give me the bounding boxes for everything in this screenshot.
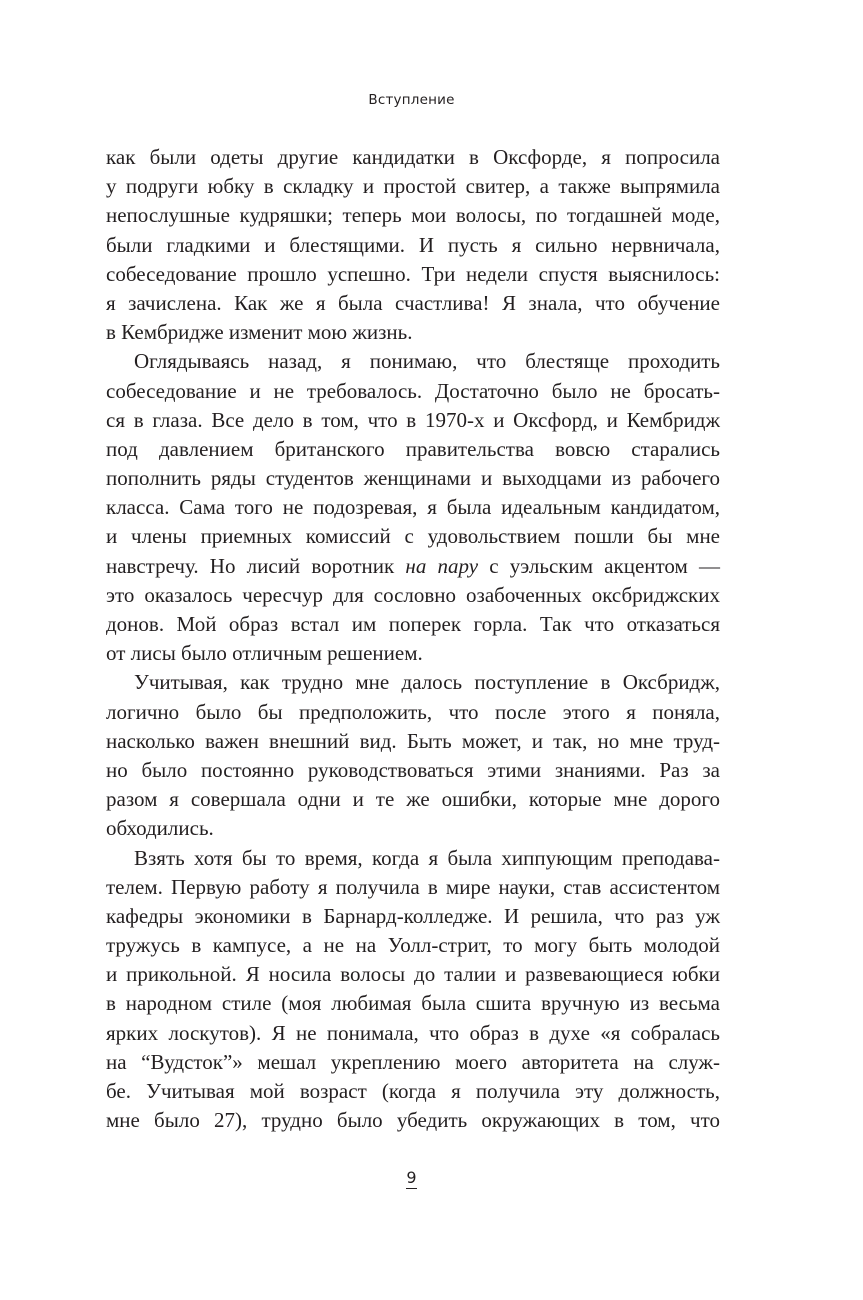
text-line: у подруги юбку в складку и простой свитер, а также выпрямила xyxy=(106,174,720,199)
text-segment: с уэльским акцентом — xyxy=(478,553,720,578)
text-line: обходились. xyxy=(106,816,214,841)
text-line: непослушные кудряшки; теперь мои волосы, по тогдашней моде, xyxy=(106,203,720,228)
text-line: Учитывая, как трудно мне далось поступление в Оксбридж, xyxy=(134,670,720,695)
italic-phrase: на пару xyxy=(405,553,479,578)
text-line: собеседование и не требовалось. Достаточно было не бросать- xyxy=(106,378,720,403)
running-head-title: Вступление xyxy=(368,92,455,108)
page-number xyxy=(0,1168,823,1189)
text-line: как были одеты другие кандидатки в Оксфорде, я попросила xyxy=(106,145,720,169)
text-line: в народном стиле (моя любимая была сшита вручную из весьма xyxy=(106,991,720,1016)
text-line: Взять хотя бы то время, когда я была хиппующим преподава- xyxy=(134,845,720,870)
text-line: на “Вудсток”» мешал укреплению моего авторитета на служ- xyxy=(106,1049,720,1074)
text-line: но было постоянно руководствоваться этими знаниями. Раз за xyxy=(106,757,720,782)
text-line: разом я совершала одни и те же ошибки, которые мне дорого xyxy=(106,787,720,812)
text-line: телем. Первую работу я получила в мире науки, став ассистентом xyxy=(106,874,720,899)
text-segment: навстречу. Но лисий воротник xyxy=(106,553,406,578)
body-text xyxy=(106,143,720,1135)
text-line: мне было 27), трудно было убедить окружающих в том, что xyxy=(106,1108,720,1133)
text-line: бе. Учитывая мой возраст (когда я получила эту должность, xyxy=(106,1079,720,1103)
text-line: я зачислена. Как же я была счастлива! Я знала, что обучение xyxy=(106,290,720,315)
text-line: собеседование прошло успешно. Три недели спустя выяснилось: xyxy=(106,261,720,286)
text-line: в Кембридже изменит мою жизнь. xyxy=(106,320,413,345)
text-line: класса. Сама того не подозревая, я была идеальным кандидатом, xyxy=(106,495,720,520)
text-line xyxy=(106,552,720,581)
text-line: тружусь в кампусе, а не на Уолл-стрит, то могу быть молодой xyxy=(106,933,720,958)
text-line: и прикольной. Я носила волосы до талии и развевающиеся юбки xyxy=(106,962,720,987)
text-line: пополнить ряды студентов женщинами и выходцами из рабочего xyxy=(106,466,720,491)
text-line: это оказалось чересчур для сословно озабоченных оксбриджских xyxy=(106,582,720,607)
text-line: были гладкими и блестящими. И пусть я сильно нервничала, xyxy=(106,232,720,257)
text-line: ярких лоскутов). Я не понимала, что образ в духе «я собралась xyxy=(106,1020,720,1045)
text-line: от лисы было отличным решением. xyxy=(106,641,423,666)
page-number-value: 9 xyxy=(406,1168,417,1187)
text-line: под давлением британского правительства вовсю старались xyxy=(106,436,720,461)
text-line: кафедры экономики в Барнард-колледже. И решила, что раз уж xyxy=(106,903,720,928)
text-line: Оглядываясь назад, я понимаю, что блестяще проходить xyxy=(134,349,720,374)
text-line: донов. Мой образ встал им поперек горла. Так что отказаться xyxy=(106,612,720,636)
text-line: логично было бы предположить, что после этого я поняла, xyxy=(106,699,720,724)
text-line: ся в глаза. Все дело в том, что в 1970-х и Оксфорд, и Кембридж xyxy=(106,407,720,432)
text-line: насколько важен внешний вид. Быть может, и так, но мне труд- xyxy=(106,728,720,753)
text-line: и члены приемных комиссий с удовольствием пошли бы мне xyxy=(106,524,720,549)
